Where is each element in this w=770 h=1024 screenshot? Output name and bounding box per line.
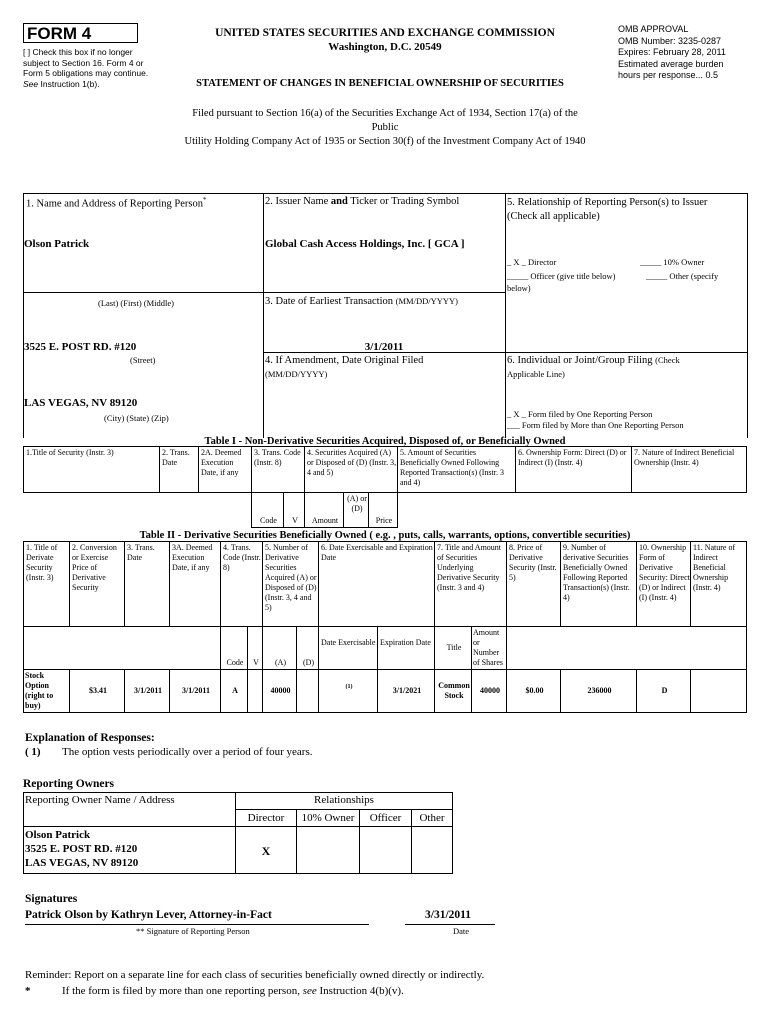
street-hint: (Street) bbox=[130, 355, 156, 365]
t2-sub-title: Title bbox=[434, 626, 472, 670]
row-title: Stock Option (right to buy) bbox=[25, 671, 54, 710]
owner-name: Olson Patrick bbox=[25, 829, 91, 841]
row-deemed: 3/1/2011 bbox=[181, 686, 210, 695]
earliest-date: 3/1/2011 bbox=[364, 341, 404, 353]
signer-name: Patrick Olson by Kathryn Lever, Attorney-in-Fact bbox=[25, 909, 272, 921]
grid-right bbox=[747, 193, 748, 438]
t1-sub-amount: Amount bbox=[304, 492, 344, 528]
t1-col7: 7. Nature of Indirect Beneficial Ownership (Instr. 4) bbox=[631, 446, 747, 493]
t2-sub-a: (A) bbox=[262, 626, 297, 670]
box4-format: (MM/DD/YYYY) bbox=[265, 369, 328, 379]
t2-sub-amount: Amount or Number of Shares bbox=[471, 626, 507, 670]
t2-col2: 2. Conversion or Exercise Price of Derivative Security bbox=[69, 541, 125, 627]
agency-name: UNITED STATES SECURITIES AND EXCHANGE COMMISSION bbox=[215, 27, 555, 39]
row-date: 3/1/2011 bbox=[133, 686, 162, 695]
t2-col6: 6. Date Exercisable and Expiration Date bbox=[318, 541, 435, 627]
ten-pct-check: _____ 10% Owner bbox=[640, 257, 705, 267]
box6-line: Applicable Line) bbox=[507, 369, 565, 379]
filed-pursuant: Filed pursuant to Section 16(a) of the Securities Exchange Act of 1934, Section 17(a) of the Public Utility Holding Company Act of 1935 or Section 30(f) of the Investment Company Act of 1940 bbox=[184, 108, 586, 147]
t1-sub-price: Price bbox=[368, 492, 398, 528]
grid-mid1 bbox=[263, 193, 264, 438]
owners-col-name: Reporting Owner Name / Address bbox=[23, 792, 236, 827]
t2-col9: 9. Number of derivative Securities Beneficially Owned Following Reported Transaction(s) (Instr. 4) bbox=[560, 541, 637, 627]
t1-col2a: 2A. Deemed Execution Date, if any bbox=[198, 446, 252, 493]
footer-star-text: If the form is filed by more than one reporting person, see Instruction 4(b)(v). bbox=[62, 985, 404, 997]
officer-check: _____ Officer (give title below) bbox=[507, 271, 616, 281]
director-check: _ X _ Director bbox=[507, 257, 557, 267]
t2-col1: 1. Title of Derivate Security (Instr. 3) bbox=[23, 541, 70, 627]
box5-label: 5. Relationship of Reporting Person(s) to Issuer (Check all applicable) bbox=[507, 197, 708, 222]
t2-sub-code: Code bbox=[220, 626, 248, 670]
issuer-name: Global Cash Access Holdings, Inc. [ GCA ] bbox=[265, 238, 465, 250]
grid-row1 bbox=[23, 292, 505, 293]
row-expiration: 3/1/2021 bbox=[392, 686, 422, 695]
signature-date: 3/31/2011 bbox=[425, 909, 472, 921]
owners-col-other: Other bbox=[411, 809, 453, 827]
t1-sub-code: Code bbox=[251, 492, 284, 528]
table2-title: Table II - Derivative Securities Beneficially Owned ( e.g. , puts, calls, warrants, options, convertible securities) bbox=[139, 530, 631, 541]
statement-title: STATEMENT OF CHANGES IN BENEFICIAL OWNERSHIP OF SECURITIES bbox=[196, 78, 564, 89]
checkbox-note: [ ] Check this box if no longer subject to Section 16. Form 4 or Form 5 obligations may continue. See Instruction 1(b). bbox=[23, 47, 149, 89]
grid-top bbox=[23, 193, 747, 194]
t1-col4: 4. Securities Acquired (A) or Disposed of (D) (Instr. 3, 4 and 5) bbox=[304, 446, 398, 493]
owners-row-name bbox=[23, 826, 236, 874]
t2-sub-exercisable: Date Exercisable bbox=[318, 626, 378, 670]
t2-col5: 5. Number of Derivative Securities Acquired (A) or Disposed of (D) (Instr. 3, 4 and 5) bbox=[262, 541, 319, 627]
box4-label: 4. If Amendment, Date Original Filed bbox=[265, 355, 424, 366]
t1-col5: 5. Amount of Securities Beneficially Owned Following Reported Transaction(s) (Instr. 3 and 4) bbox=[397, 446, 516, 493]
t1-col6: 6. Ownership Form: Direct (D) or Indirect (I) (Instr. 4) bbox=[515, 446, 632, 493]
city-hint: (City) (State) (Zip) bbox=[104, 413, 169, 423]
name-hint: (Last) (First) (Middle) bbox=[98, 298, 175, 308]
t2-col11: 11. Nature of Indirect Beneficial Ownership (Instr. 4) bbox=[690, 541, 747, 627]
signature-line bbox=[25, 924, 369, 925]
owner-street: 3525 E. POST RD. #120 bbox=[25, 843, 138, 855]
box2-label: 2. Issuer Name and Ticker or Trading Symbol bbox=[265, 196, 460, 207]
owner-city: LAS VEGAS, NV 89120 bbox=[25, 857, 139, 869]
signatures-heading: Signatures bbox=[25, 893, 78, 905]
reminder: Reminder: Report on a separate line for each class of securities beneficially owned directly or indirectly. bbox=[25, 969, 485, 981]
date-line bbox=[405, 924, 495, 925]
grid-mid2 bbox=[505, 193, 506, 438]
t2-col4: 4. Trans. Code (Instr. 8) bbox=[220, 541, 263, 627]
row-code: A bbox=[232, 686, 238, 695]
box1-label: 1. Name and Address of Reporting Person* bbox=[26, 196, 207, 210]
other-check: _____ Other (specify bbox=[646, 271, 719, 281]
t1-col1: 1.Title of Security (Instr. 3) bbox=[23, 446, 160, 493]
box3-label: 3. Date of Earliest Transaction (MM/DD/YYYY) bbox=[265, 296, 458, 307]
t1-col2: 2. Trans. Date bbox=[159, 446, 199, 493]
row-underlying-title: Common Stock bbox=[438, 681, 470, 700]
t2-col3a: 3A. Deemed Execution Date, if any bbox=[169, 541, 221, 627]
row-deriv-price: $0.00 bbox=[525, 686, 544, 695]
owners-col-ten: 10% Owner bbox=[296, 809, 360, 827]
table1-title: Table I - Non-Derivative Securities Acquired, Disposed of, or Beneficially Owned bbox=[204, 436, 566, 447]
t2-col3: 3. Trans. Date bbox=[124, 541, 170, 627]
reporting-city: LAS VEGAS, NV 89120 bbox=[24, 397, 138, 409]
row-underlying-amount: 40000 bbox=[480, 686, 500, 695]
owners-row-director: X bbox=[235, 826, 297, 874]
owners-heading: Reporting Owners bbox=[23, 778, 115, 790]
t1-col3: 3. Trans. Code (Instr. 8) bbox=[251, 446, 305, 493]
form-label-box bbox=[23, 23, 138, 43]
t2-col7: 7. Title and Amount of Securities Underlying Derivative Security (Instr. 3 and 4) bbox=[434, 541, 507, 627]
omb-approval: OMB APPROVAL OMB Number: 3235-0287 Expires: February 28, 2011 Estimated average burden hours per response... 0.5 bbox=[618, 24, 726, 80]
owners-col-director: Director bbox=[235, 809, 297, 827]
owners-col-rel: Relationships bbox=[235, 792, 453, 810]
row-price: $3.41 bbox=[89, 686, 107, 695]
t2-col10: 10. Ownership Form of Derivative Security: Direct (D) or Indirect (I) (Instr. 4) bbox=[636, 541, 691, 627]
signature-label: ** Signature of Reporting Person bbox=[136, 926, 250, 936]
reporting-street: 3525 E. POST RD. #120 bbox=[24, 341, 137, 353]
t1-sub-v: V bbox=[283, 492, 305, 528]
row-owned: 236000 bbox=[587, 686, 612, 695]
explanation-num: ( 1) bbox=[25, 746, 41, 758]
t1-sub-aord: (A) or (D) bbox=[343, 492, 369, 528]
box6-label: 6. Individual or Joint/Group Filing (Check bbox=[507, 355, 680, 366]
explanation-heading: Explanation of Responses: bbox=[25, 732, 155, 744]
row-form: D bbox=[661, 686, 668, 695]
form-label: FORM 4 bbox=[27, 24, 92, 43]
explanation-text: The option vests periodically over a period of four years. bbox=[62, 746, 313, 758]
row-acquired: 40000 bbox=[270, 686, 291, 695]
t2-col8: 8. Price of Derivative Security (Instr. 5) bbox=[506, 541, 561, 627]
table-row bbox=[23, 669, 747, 713]
one-person-check: _ X _ Form filed by One Reporting Person bbox=[507, 409, 653, 419]
t2-sub-expiration: Expiration Date bbox=[377, 626, 435, 670]
t2-sub-d: (D) bbox=[296, 626, 319, 670]
other-below: below) bbox=[507, 283, 531, 293]
date-label: Date bbox=[453, 926, 470, 936]
more-person-check: ___ Form filed by More than One Reporting Person bbox=[507, 420, 684, 430]
row-exercisable: (1) bbox=[345, 684, 353, 690]
footer-star: * bbox=[25, 985, 31, 997]
owners-col-officer: Officer bbox=[359, 809, 412, 827]
agency-city: Washington, D.C. 20549 bbox=[328, 41, 442, 53]
reporting-person-name: Olson Patrick bbox=[24, 238, 90, 250]
t2-sub-v: V bbox=[247, 626, 263, 670]
